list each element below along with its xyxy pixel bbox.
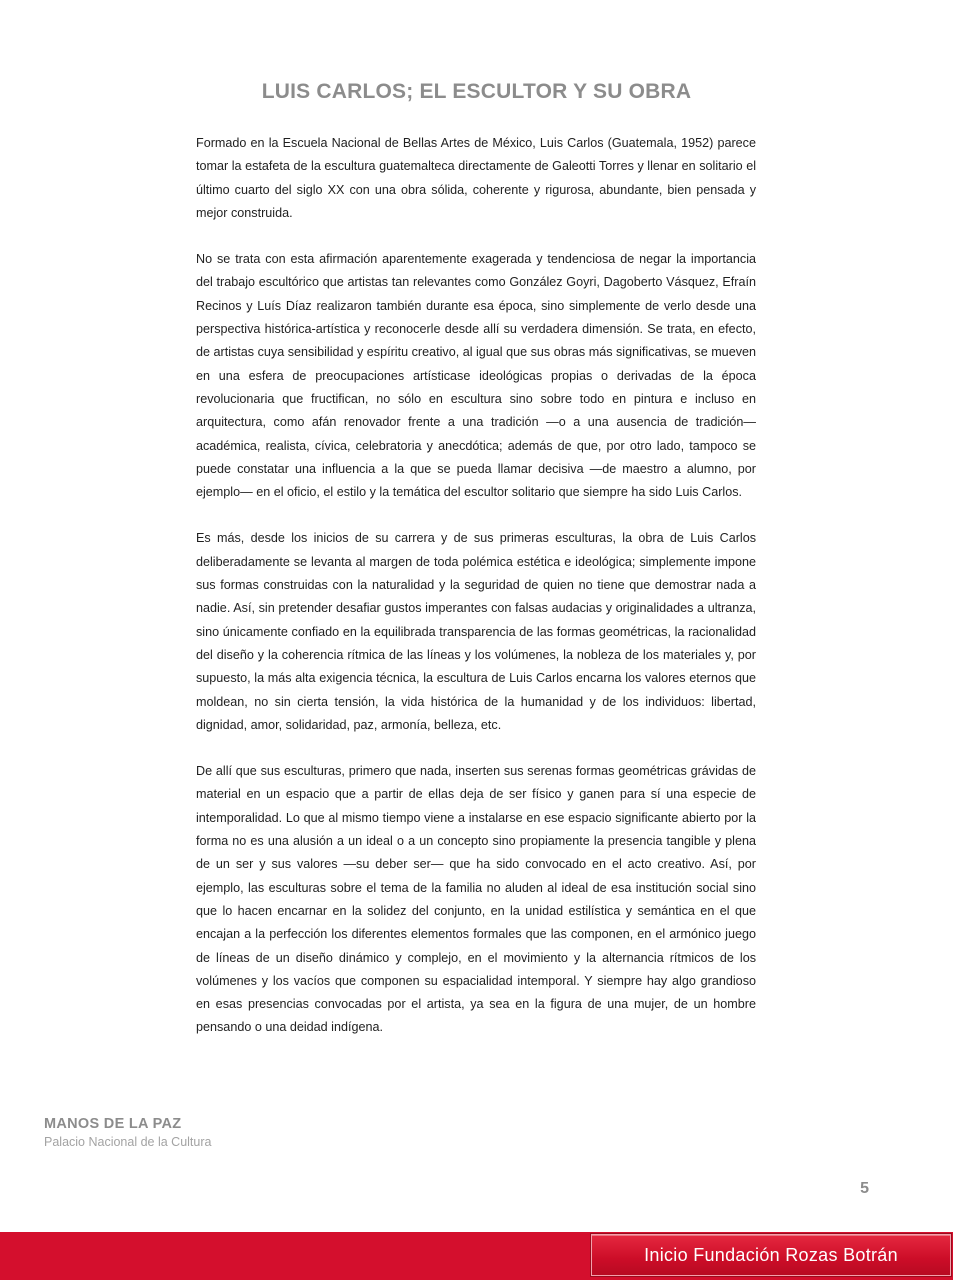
page-title: LUIS CARLOS; EL ESCULTOR Y SU OBRA	[261, 80, 692, 103]
page-number: 5	[860, 1180, 869, 1197]
paragraph: No se trata con esta afirmación aparentemente exagerada y tendenciosa de negar la importancia del trabajo escultórico que artistas tan relevantes como González Goyri, Dagoberto Vásquez, Efraín Recinos y Luís Díaz realizaron también durante esa época, sino simplemente de verlo desde una perspectiva histórica-artística y reconocerle desde allí su verdadera dimensión. Se trata, en efecto, de artistas cuya sensibilidad y espíritu creativo, al igual que sus obras más significativas, se mueven en una esfera de preocupaciones artísticase ideológicas propias o derivadas de la época revolucionaria que fructifican, no sólo en escultura sino sobre todo en pintura e incluso en arquitectura, como afán renovador frente a una tradición —o a una ausencia de tradición— académica, realista, cívica, celebratoria y anecdótica; además de que, por otro lado, tampoco se puede constatar una influencia a la que se pueda llamar decisiva —de maestro a alumno, por ejemplo— en el oficio, el estilo y la temática del escultor solitario que siempre ha sido Luis Carlos.	[196, 252, 756, 500]
article-body	[196, 132, 756, 1063]
home-link-button[interactable]: Inicio Fundación Rozas Botrán	[591, 1234, 951, 1276]
paragraph: Formado en la Escuela Nacional de Bellas Artes de México, Luis Carlos (Guatemala, 1952) parece tomar la estafeta de la escultura guatemalteca directamente de Galeotti Torres y llenar en solitario el último cuarto del siglo XX con una obra sólida, coherente y rigurosa, abundante, bien pensada y mejor construida.	[196, 136, 756, 220]
paragraph: De allí que sus esculturas, primero que nada, inserten sus serenas formas geométricas grávidas de material en un espacio que a partir de ellas deja de ser físico y ganen para sí una especie de intemporalidad. Lo que al mismo tiempo viene a instalarse en ese espacio significante abierto por la forma no es una alusión a un ideal o a un concepto sino propiamente la presencia tangible y plena de un ser y sus valores —su deber ser— que ha sido convocado en el acto creativo. Así, por ejemplo, las esculturas sobre el tema de la familia no aluden al ideal de esa institución social sino que lo hacen encarnar en la solidez del conjunto, en la unidad estilística y semántica en el que encajan a la perfección los diferentes elementos formales que las componen, en el armónico juego de líneas de un diseño dinámico y complejo, en el movimiento y la alternancia rítmicos de los volúmenes y los vacíos que componen su espacialidad intemporal. Y siempre hay algo grandioso en esas presencias convocadas por el artista, ya sea en la figura de una mujer, de un hombre pensando o una deidad indígena.	[196, 764, 756, 1035]
brand-title: MANOS DE LA PAZ	[44, 1116, 182, 1132]
brand-subtitle: Palacio Nacional de la Cultura	[44, 1135, 212, 1149]
footer-brand	[44, 1114, 211, 1150]
paragraph: Es más, desde los inicios de su carrera y de sus primeras esculturas, la obra de Luis Carlos deliberadamente se levanta al margen de toda polémica estética e ideológica; simplemente impone sus formas construidas con la naturalidad y la seguridad de quien no tiene que demostrar nada a nadie. Así, sin pretender desafiar gustos imperantes con falsas audacias y originalidades a ultranza, sino únicamente confiado en la equilibrada transparencia de las formas geométricas, la racionalidad del diseño y la coherencia rítmica de las líneas y los volúmenes, la nobleza de los materiales y, por supuesto, la más alta exigencia técnica, la escultura de Luis Carlos encarna los valores eternos que moldean, no sin cierta tensión, la vida histórica de la humanidad y de los individuos: libertad, dignidad, amor, solidaridad, paz, armonía, belleza, etc.	[196, 531, 756, 732]
